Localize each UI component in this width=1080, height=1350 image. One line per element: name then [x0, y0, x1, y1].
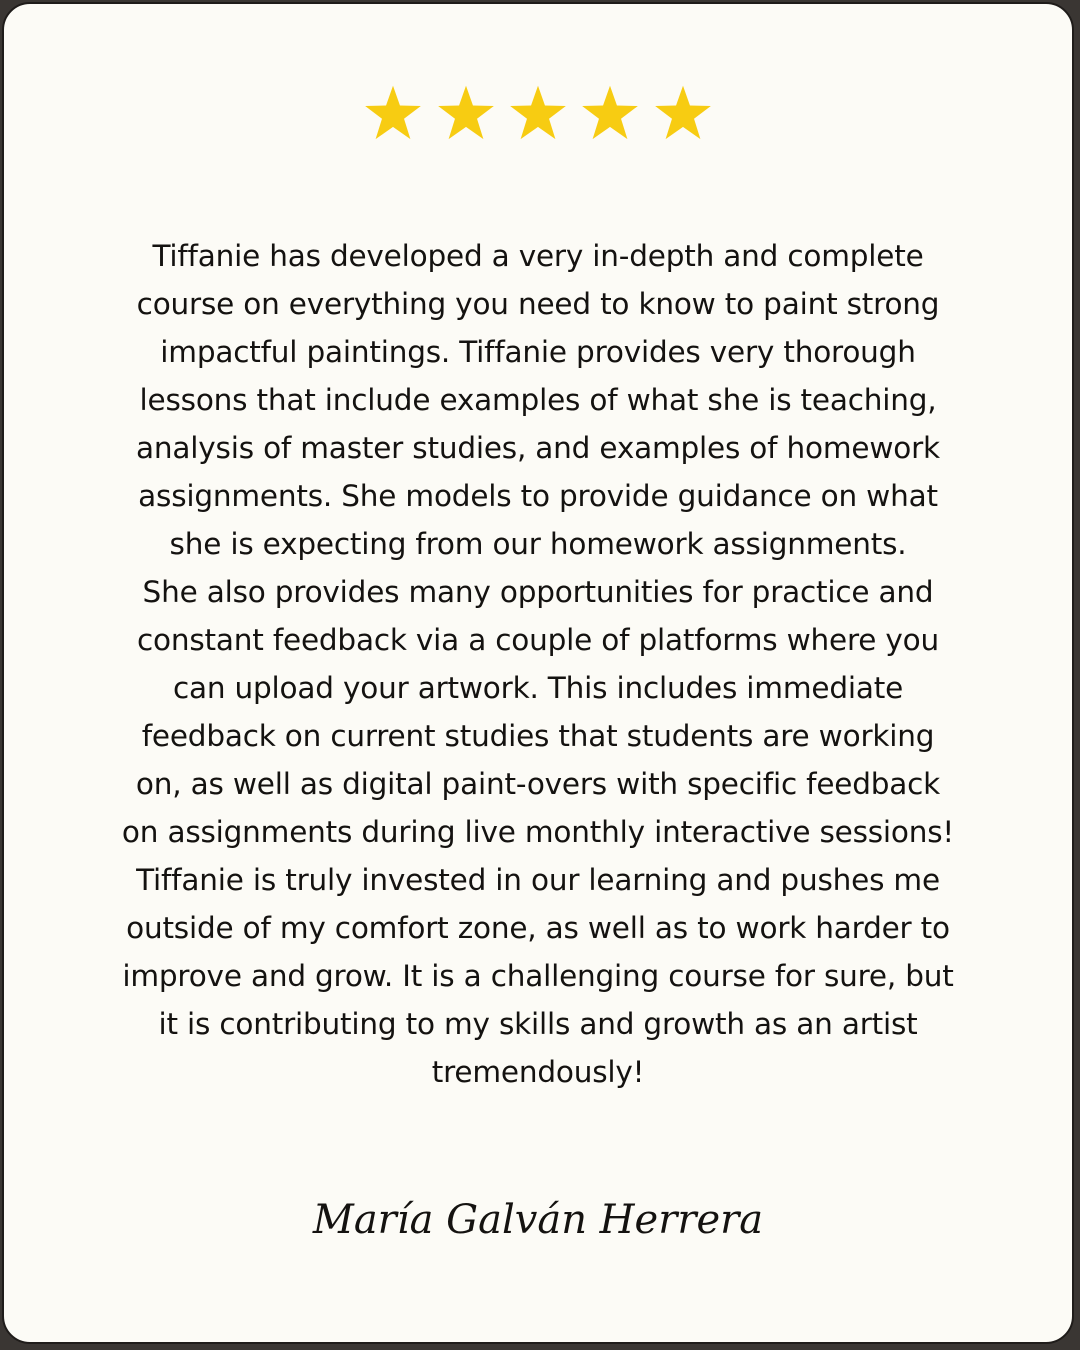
review-line: outside of my comfort zone, as well as to work harder to [126, 911, 950, 945]
review-line: on assignments during live monthly interactive sessions! [121, 815, 955, 849]
star-shape [510, 86, 566, 139]
review-line: course on everything you need to know to paint strong [136, 287, 940, 321]
review-line: lessons that include examples of what she is teaching, [139, 383, 937, 417]
author-name: María Galván Herrera [312, 1197, 764, 1243]
review-line: analysis of master studies, and examples of homework [136, 431, 940, 465]
star-rating [4, 84, 1072, 144]
review-line: improve and grow. It is a challenging course for sure, but [122, 959, 954, 993]
review-line: Tiffanie has developed a very in-depth and complete [152, 239, 924, 273]
star-icon [437, 84, 495, 142]
review-line: feedback on current studies that students are working [141, 719, 935, 753]
star-icon [654, 84, 712, 142]
review-line: Tiffanie is truly invested in our learning and pushes me [136, 863, 940, 897]
review-line: assignments. She models to provide guidance on what [138, 479, 938, 513]
review-line: it is contributing to my skills and growth as an artist [158, 1007, 918, 1041]
review-line: she is expecting from our homework assignments. [169, 527, 907, 561]
star-icon [581, 84, 639, 142]
review-line: constant feedback via a couple of platforms where you [137, 623, 939, 657]
testimonial-card [2, 2, 1074, 1344]
star-icon [509, 84, 567, 142]
star-shape [365, 86, 421, 139]
review-line: impactful paintings. Tiffanie provides very thorough [160, 335, 916, 369]
review-line: on, as well as digital paint-overs with specific feedback [135, 767, 941, 801]
star-icon [364, 84, 422, 142]
star-shape [438, 86, 494, 139]
star-shape [583, 86, 639, 139]
review-line: can upload your artwork. This includes immediate [172, 671, 904, 705]
review-line: tremendously! [431, 1055, 645, 1089]
review-line: She also provides many opportunities for practice and [142, 575, 934, 609]
star-shape [655, 86, 711, 139]
review-text [100, 232, 976, 1096]
